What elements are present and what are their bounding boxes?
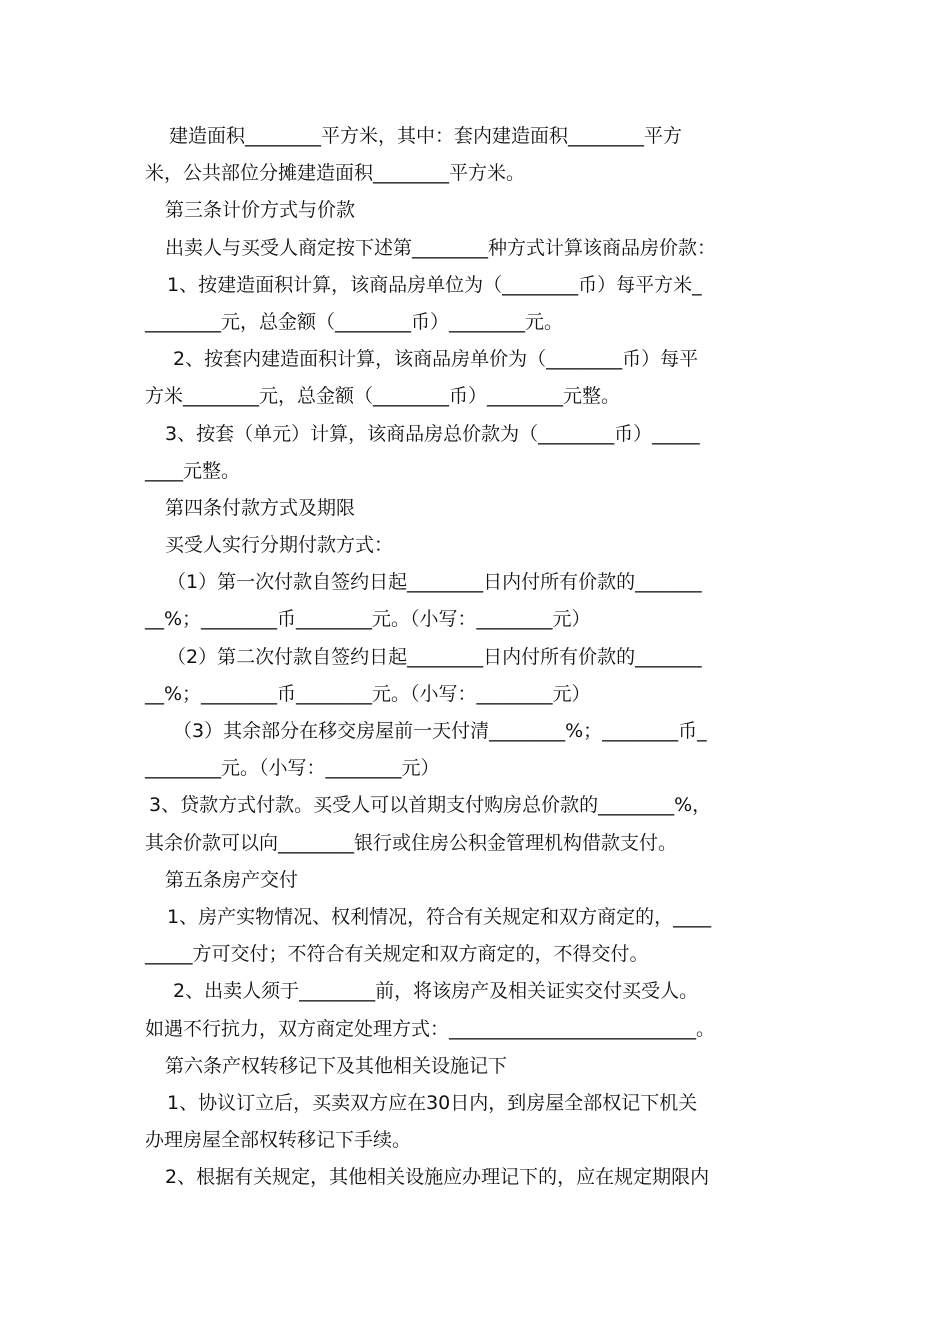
text-line: __%；________币________元。（小写：________元） bbox=[145, 608, 591, 631]
text-line: 2、根据有关规定，其他相关设施应办理记下的，应在规定期限内 bbox=[165, 1166, 710, 1189]
text-line: ________元。（小写：________元） bbox=[145, 757, 440, 780]
text-line: 1、协议订立后，买卖双方应在30日内，到房屋全部权记下机关 bbox=[167, 1091, 698, 1114]
text-line: 3、贷款方式付款。买受人可以首期支付购房总价款的________%， bbox=[149, 794, 712, 817]
text-line: （2）第二次付款自签约日起________日内付所有价款的_______ bbox=[167, 645, 702, 668]
section-heading: 第三条计价方式与价款 bbox=[165, 199, 356, 222]
text-line: 办理房屋全部权转移记下手续。 bbox=[145, 1129, 412, 1152]
text-line: （1）第一次付款自签约日起________日内付所有价款的_______ bbox=[167, 571, 702, 594]
text-line: 出卖人与买受人商定按下述第________种方式计算该商品房价款： bbox=[165, 236, 717, 259]
text-line: 其余价款可以向________银行或住房公积金管理机构借款支付。 bbox=[145, 831, 678, 854]
contract-text bbox=[145, 118, 810, 1196]
text-line: 如遇不行抗力，双方商定处理方式：__________________________。 bbox=[145, 1017, 716, 1040]
section-heading: 第五条房产交付 bbox=[165, 868, 299, 891]
section-heading: 第四条付款方式及期限 bbox=[165, 496, 356, 519]
text-line: 1、按建造面积计算，该商品房单位为（________币）每平方米_ bbox=[167, 273, 702, 296]
text-line: 1、房产实物情况、权利情况，符合有关规定和双方商定的，____ bbox=[167, 905, 712, 928]
text-line: 3、按套（单元）计算，该商品房总价款为（________币）_____ bbox=[165, 422, 700, 445]
text-line: 买受人实行分期付款方式： bbox=[165, 534, 394, 557]
text-line: _____方可交付；不符合有关规定和双方商定的，不得交付。 bbox=[145, 943, 649, 966]
text-line: 米，公共部位分摊建造面积________平方米。 bbox=[145, 162, 526, 185]
text-line: 方米________元，总金额（________币）________元整。 bbox=[145, 385, 621, 408]
text-line: （3）其余部分在移交房屋前一天付清________%；________币_ bbox=[173, 720, 707, 742]
text-line: 2、按套内建造面积计算，该商品房单价为（________币）每平 bbox=[173, 348, 699, 371]
text-line: __%；________币________元。（小写：________元） bbox=[145, 682, 591, 705]
text-line: 2、出卖人须于________前，将该房产及相关证实交付买受人。 bbox=[173, 980, 699, 1003]
section-heading: 第六条产权转移记下及其他相关设施记下 bbox=[165, 1054, 508, 1077]
text-line: ________元，总金额（________币）________元。 bbox=[145, 310, 564, 333]
text-line: 建造面积________平方米，其中：套内建造面积________平方 bbox=[169, 125, 683, 147]
text-line: ____元整。 bbox=[145, 459, 241, 482]
